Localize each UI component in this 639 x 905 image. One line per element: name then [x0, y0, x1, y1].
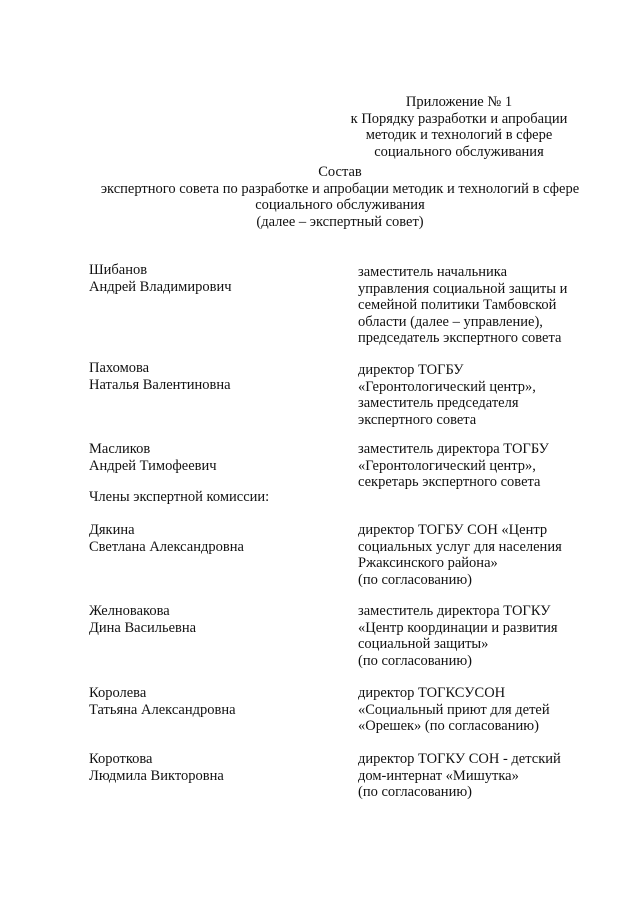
- member-given-name: Светлана Александровна: [89, 538, 244, 555]
- appendix-line: к Порядку разработки и апробации: [350, 110, 568, 127]
- role-line: председатель экспертного совета: [358, 330, 562, 346]
- member-name: [89, 603, 339, 636]
- role-line: директор ТОГКСУСОН: [358, 685, 506, 701]
- title-line: социального обслуживания: [255, 197, 425, 213]
- role-line: «Социальный приют для детей: [358, 701, 550, 718]
- title-line: экспертного совета по разработке и апробации методик и технологий в сфере: [100, 180, 580, 197]
- title-line: Состав: [318, 164, 362, 180]
- member-role: [358, 522, 618, 588]
- member-given-name: Дина Васильевна: [89, 619, 197, 636]
- member-surname: Дякина: [89, 522, 135, 538]
- role-line: заместитель директора ТОГБУ: [358, 441, 549, 457]
- member-surname: Шибанов: [89, 262, 148, 278]
- member-name: [89, 522, 339, 555]
- role-line: социальных услуг для населения: [358, 538, 562, 555]
- member-role: [358, 264, 618, 347]
- member-given-name: Людмила Викторовна: [89, 767, 224, 784]
- role-line: (по согласованию): [358, 571, 472, 588]
- member-role: [358, 603, 618, 669]
- member-role: [358, 362, 618, 428]
- member-role: [358, 441, 618, 491]
- member-name: [89, 441, 339, 474]
- member-surname: Короткова: [89, 751, 153, 767]
- role-line: управления социальной защиты и: [358, 280, 568, 297]
- title-line: (далее – экспертный совет): [256, 213, 424, 230]
- member-given-name: Татьяна Александровна: [89, 701, 236, 718]
- role-line: Ржаксинского района»: [358, 555, 498, 571]
- role-line: (по согласованию): [358, 652, 472, 669]
- role-line: «Геронтологический центр»,: [358, 378, 536, 395]
- member-surname: Желновакова: [89, 603, 170, 619]
- role-line: семейной политики Тамбовской: [358, 297, 557, 313]
- member-surname: Пахомова: [89, 360, 150, 376]
- role-line: секретарь экспертного совета: [358, 474, 541, 490]
- member-surname: Королева: [89, 685, 147, 701]
- role-line: экспертного совета: [358, 411, 477, 428]
- role-line: социальной защиты»: [358, 636, 489, 652]
- appendix-line: Приложение № 1: [405, 94, 513, 110]
- member-name: [89, 360, 339, 393]
- member-role: [358, 685, 618, 735]
- document-title: [60, 164, 620, 230]
- role-line: директор ТОГБУ: [358, 362, 464, 378]
- role-line: заместитель председателя: [358, 395, 519, 411]
- role-line: дом-интернат «Мишутка»: [358, 767, 519, 784]
- members-title: Члены экспертной комиссии:: [89, 489, 270, 505]
- role-line: заместитель начальника: [358, 264, 508, 280]
- member-surname: Масликов: [89, 441, 151, 457]
- appendix-line: методик и технологий в сфере: [365, 127, 553, 143]
- member-name: [89, 262, 339, 295]
- member-role: [358, 751, 618, 801]
- member-name: [89, 685, 339, 718]
- member-given-name: Андрей Тимофеевич: [89, 457, 217, 474]
- member-given-name: Наталья Валентиновна: [89, 376, 231, 393]
- role-line: «Геронтологический центр»,: [358, 457, 536, 474]
- role-line: области (далее – управление),: [358, 313, 543, 330]
- role-line: «Орешек» (по согласованию): [358, 718, 539, 734]
- role-line: заместитель директора ТОГКУ: [358, 603, 551, 619]
- role-line: директор ТОГКУ СОН - детский: [358, 751, 561, 767]
- role-line: директор ТОГБУ СОН «Центр: [358, 522, 548, 538]
- member-name: [89, 751, 339, 784]
- role-line: (по согласованию): [358, 784, 472, 800]
- appendix-header: [330, 94, 588, 160]
- role-line: «Центр координации и развития: [358, 619, 558, 636]
- member-given-name: Андрей Владимирович: [89, 278, 232, 295]
- appendix-line: социального обслуживания: [374, 143, 544, 160]
